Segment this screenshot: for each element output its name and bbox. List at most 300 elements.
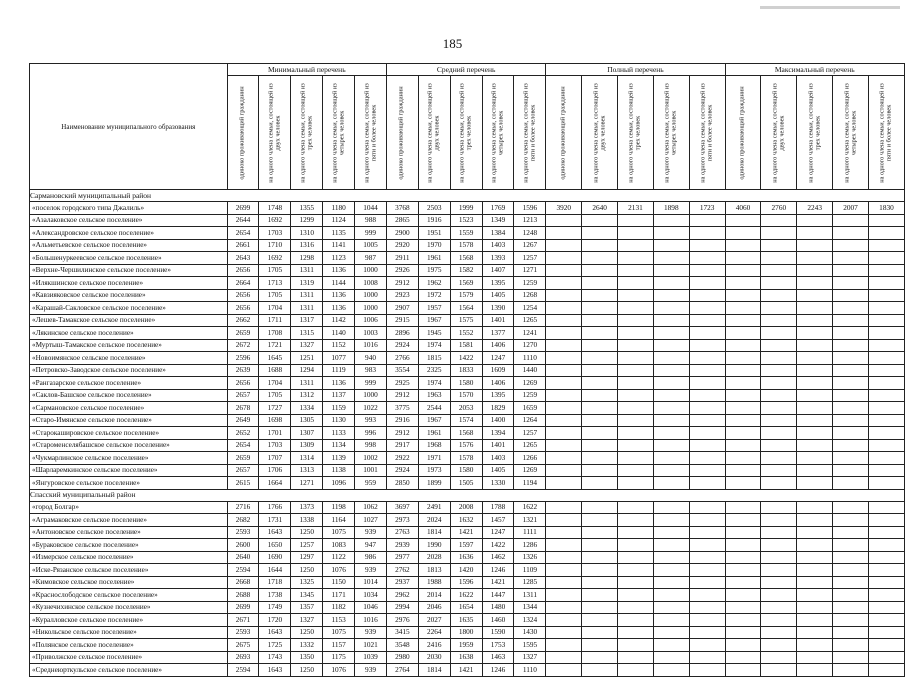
value-cell: 2939 — [386, 539, 418, 552]
subheader-cell — [450, 76, 482, 190]
value-cell — [653, 626, 689, 639]
value-cell — [618, 227, 654, 240]
value-cell — [689, 339, 725, 352]
municipality-name: «Полянское сельское поселение» — [30, 639, 228, 652]
value-cell: 1384 — [482, 227, 514, 240]
value-cell: 1570 — [450, 389, 482, 402]
value-cell: 2593 — [227, 526, 259, 539]
value-cell: 1725 — [259, 639, 291, 652]
value-cell — [761, 227, 797, 240]
value-cell — [618, 589, 654, 602]
value-cell: 2656 — [227, 377, 259, 390]
value-cell — [833, 427, 869, 440]
subheader-cell — [689, 76, 725, 190]
value-cell: 1321 — [514, 514, 546, 527]
value-cell — [725, 327, 761, 340]
value-cell: 959 — [355, 477, 387, 490]
value-cell — [761, 477, 797, 490]
value-cell — [689, 327, 725, 340]
municipality-name: «Александровское сельское поселение» — [30, 227, 228, 240]
value-cell: 1246 — [482, 664, 514, 677]
value-cell: 1044 — [355, 202, 387, 215]
value-cell: 1704 — [259, 377, 291, 390]
value-cell: 2924 — [386, 339, 418, 352]
subheader-label: на одного члена семьи, состоящей из пяти и более человек — [522, 82, 536, 183]
table-row — [30, 539, 905, 552]
value-cell — [833, 564, 869, 577]
subheader-label: на одного члена семьи, состоящей из четырех человек — [331, 82, 345, 183]
subheader-label: одиноко проживающий гражданин — [559, 85, 567, 180]
subheader-cell — [259, 76, 291, 190]
value-cell — [689, 389, 725, 402]
value-cell — [689, 264, 725, 277]
value-cell — [797, 364, 833, 377]
value-cell — [761, 589, 797, 602]
value-cell: 1813 — [418, 564, 450, 577]
municipality-name: «Старокашировское сельское поселение» — [30, 427, 228, 440]
value-cell: 1062 — [355, 501, 387, 514]
table-row — [30, 514, 905, 527]
value-cell — [653, 214, 689, 227]
value-cell: 2937 — [386, 576, 418, 589]
value-cell: 1727 — [259, 402, 291, 415]
value-cell — [868, 214, 904, 227]
value-cell: 2661 — [227, 239, 259, 252]
subheader-label: на одного члена семьи, состоящей из двух человек — [592, 82, 606, 183]
value-cell — [797, 626, 833, 639]
value-cell — [725, 389, 761, 402]
value-cell — [546, 352, 582, 365]
table-row — [30, 389, 905, 402]
value-cell: 1753 — [482, 639, 514, 652]
value-cell — [761, 601, 797, 614]
table-row — [30, 252, 905, 265]
value-cell: 3920 — [546, 202, 582, 215]
value-cell: 1505 — [450, 477, 482, 490]
value-cell: 1349 — [482, 214, 514, 227]
municipality-name: «Азалаковское сельское поселение» — [30, 214, 228, 227]
value-cell — [833, 364, 869, 377]
value-cell: 2671 — [227, 614, 259, 627]
value-cell — [833, 477, 869, 490]
value-cell — [797, 239, 833, 252]
value-cell — [797, 639, 833, 652]
value-cell: 1705 — [259, 389, 291, 402]
value-cell: 1111 — [514, 526, 546, 539]
value-cell: 2664 — [227, 277, 259, 290]
value-cell: 1707 — [259, 452, 291, 465]
value-cell — [653, 551, 689, 564]
value-cell — [618, 664, 654, 677]
value-cell — [761, 439, 797, 452]
value-cell — [546, 339, 582, 352]
table-row — [30, 402, 905, 415]
table-row — [30, 214, 905, 227]
value-cell — [761, 402, 797, 415]
municipality-name: «Большенуркеевское сельское поселение» — [30, 252, 228, 265]
municipality-name: «Кавзияковское сельское поселение» — [30, 289, 228, 302]
value-cell: 1622 — [450, 589, 482, 602]
value-cell — [582, 564, 618, 577]
value-cell — [725, 539, 761, 552]
value-cell — [797, 227, 833, 240]
value-cell — [868, 589, 904, 602]
value-cell: 1636 — [450, 551, 482, 564]
value-cell — [868, 539, 904, 552]
subheader-cell — [355, 76, 387, 190]
value-cell: 2764 — [386, 664, 418, 677]
value-cell — [653, 414, 689, 427]
value-cell — [797, 452, 833, 465]
value-cell — [653, 389, 689, 402]
value-cell: 1077 — [323, 352, 355, 365]
value-cell: 2649 — [227, 414, 259, 427]
value-cell — [868, 352, 904, 365]
value-cell — [546, 651, 582, 664]
value-cell: 1133 — [323, 427, 355, 440]
value-cell — [653, 339, 689, 352]
value-cell: 2760 — [761, 202, 797, 215]
table-row — [30, 427, 905, 440]
value-cell: 2973 — [386, 514, 418, 527]
value-cell — [725, 651, 761, 664]
subheader-cell — [725, 76, 761, 190]
value-cell: 1016 — [355, 614, 387, 627]
value-cell — [618, 364, 654, 377]
value-cell — [725, 264, 761, 277]
value-cell — [618, 452, 654, 465]
value-cell: 1814 — [418, 664, 450, 677]
value-cell — [868, 576, 904, 589]
value-cell: 1962 — [418, 277, 450, 290]
value-cell — [868, 614, 904, 627]
value-cell: 1574 — [450, 414, 482, 427]
subheader-cell — [582, 76, 618, 190]
value-cell — [546, 252, 582, 265]
table-row — [30, 352, 905, 365]
value-cell — [546, 626, 582, 639]
value-cell: 1564 — [450, 302, 482, 315]
value-cell — [582, 414, 618, 427]
value-cell — [725, 526, 761, 539]
value-cell: 1137 — [323, 389, 355, 402]
subheader-label: одиноко проживающий гражданин — [738, 85, 746, 180]
value-cell — [725, 402, 761, 415]
value-cell — [868, 664, 904, 677]
value-cell — [868, 402, 904, 415]
value-cell: 1395 — [482, 277, 514, 290]
municipality-name: «Среднеюрткульское сельское поселение» — [30, 664, 228, 677]
value-cell — [868, 514, 904, 527]
value-cell: 1136 — [323, 264, 355, 277]
municipality-name: «Шарларемкинское сельское поселение» — [30, 464, 228, 477]
value-cell: 2491 — [418, 501, 450, 514]
value-cell: 1142 — [323, 314, 355, 327]
value-cell — [653, 239, 689, 252]
value-cell: 1421 — [450, 664, 482, 677]
data-table — [29, 63, 905, 677]
value-cell: 1285 — [514, 576, 546, 589]
value-cell: 1596 — [450, 576, 482, 589]
value-cell — [761, 639, 797, 652]
value-cell — [546, 452, 582, 465]
value-cell: 2657 — [227, 464, 259, 477]
value-cell: 2654 — [227, 439, 259, 452]
value-cell — [833, 214, 869, 227]
value-cell — [689, 252, 725, 265]
value-cell: 1720 — [259, 614, 291, 627]
value-cell — [797, 289, 833, 302]
value-cell: 1109 — [514, 564, 546, 577]
value-cell — [833, 339, 869, 352]
value-cell: 1022 — [355, 402, 387, 415]
municipality-name: «город Болгар» — [30, 501, 228, 514]
value-cell: 1645 — [259, 352, 291, 365]
value-cell — [546, 639, 582, 652]
value-cell: 1916 — [418, 214, 450, 227]
value-cell — [833, 664, 869, 677]
value-cell — [725, 589, 761, 602]
value-cell: 1963 — [418, 389, 450, 402]
value-cell: 1703 — [259, 439, 291, 452]
value-cell: 3415 — [386, 626, 418, 639]
value-cell: 1968 — [418, 439, 450, 452]
value-cell: 1899 — [418, 477, 450, 490]
value-cell: 1005 — [355, 239, 387, 252]
value-cell: 1972 — [418, 289, 450, 302]
value-cell — [868, 314, 904, 327]
value-cell — [797, 551, 833, 564]
value-cell: 1315 — [291, 327, 323, 340]
value-cell: 1259 — [514, 389, 546, 402]
value-cell — [653, 302, 689, 315]
value-cell — [653, 514, 689, 527]
value-cell — [618, 514, 654, 527]
value-cell: 1294 — [291, 364, 323, 377]
value-cell — [582, 252, 618, 265]
value-cell — [653, 639, 689, 652]
value-cell: 2243 — [797, 202, 833, 215]
table-row — [30, 364, 905, 377]
value-cell: 1270 — [514, 339, 546, 352]
value-cell — [653, 289, 689, 302]
value-cell — [546, 277, 582, 290]
value-cell — [833, 514, 869, 527]
value-cell — [797, 414, 833, 427]
value-cell: 1705 — [259, 264, 291, 277]
value-cell: 2922 — [386, 452, 418, 465]
value-cell: 1961 — [418, 427, 450, 440]
value-cell: 1311 — [291, 302, 323, 315]
value-cell: 2600 — [227, 539, 259, 552]
value-cell — [833, 314, 869, 327]
value-cell — [582, 352, 618, 365]
value-cell — [689, 364, 725, 377]
value-cell — [725, 377, 761, 390]
value-cell: 1254 — [514, 302, 546, 315]
value-cell — [833, 601, 869, 614]
value-cell: 1710 — [259, 239, 291, 252]
subheader-cell — [833, 76, 869, 190]
value-cell — [689, 277, 725, 290]
value-cell — [725, 227, 761, 240]
value-cell: 1194 — [514, 477, 546, 490]
value-cell: 2865 — [386, 214, 418, 227]
value-cell — [725, 314, 761, 327]
municipality-name: «Чукмарлинское сельское поселение» — [30, 452, 228, 465]
value-cell — [797, 402, 833, 415]
value-cell: 1213 — [514, 214, 546, 227]
value-cell: 1135 — [323, 227, 355, 240]
value-cell: 2008 — [450, 501, 482, 514]
value-cell: 1462 — [482, 551, 514, 564]
table-row — [30, 202, 905, 215]
value-cell — [653, 601, 689, 614]
table-row — [30, 501, 905, 514]
value-cell: 1264 — [514, 414, 546, 427]
section-row — [30, 190, 905, 202]
subheader-cell — [653, 76, 689, 190]
value-cell: 2615 — [227, 477, 259, 490]
section-row — [30, 489, 905, 501]
value-cell: 1447 — [482, 589, 514, 602]
value-cell: 1643 — [259, 664, 291, 677]
value-cell — [833, 526, 869, 539]
value-cell — [833, 402, 869, 415]
value-cell: 1332 — [291, 639, 323, 652]
value-cell: 1311 — [291, 377, 323, 390]
table-row — [30, 339, 905, 352]
value-cell — [868, 551, 904, 564]
value-cell — [797, 614, 833, 627]
value-cell — [689, 239, 725, 252]
subheader-label: на одного члена семьи, состоящей из пяти и более человек — [699, 82, 714, 183]
value-cell — [761, 526, 797, 539]
value-cell — [546, 427, 582, 440]
value-cell: 1136 — [323, 377, 355, 390]
value-cell: 2593 — [227, 626, 259, 639]
value-cell — [761, 352, 797, 365]
value-cell — [546, 314, 582, 327]
value-cell: 1269 — [514, 464, 546, 477]
value-cell: 1654 — [450, 601, 482, 614]
table-row — [30, 664, 905, 677]
value-cell: 1136 — [323, 289, 355, 302]
table-row — [30, 639, 905, 652]
value-cell — [582, 402, 618, 415]
value-cell: 1138 — [323, 464, 355, 477]
municipality-name: «Никольское сельское поселение» — [30, 626, 228, 639]
value-cell — [582, 227, 618, 240]
value-cell: 2912 — [386, 427, 418, 440]
value-cell: 1595 — [514, 639, 546, 652]
table-row — [30, 289, 905, 302]
value-cell: 983 — [355, 364, 387, 377]
value-cell: 1002 — [355, 452, 387, 465]
value-cell: 1345 — [291, 589, 323, 602]
value-cell — [833, 414, 869, 427]
value-cell: 1164 — [323, 514, 355, 527]
value-cell — [546, 589, 582, 602]
value-cell — [689, 464, 725, 477]
subheader-label: одиноко проживающий гражданин — [398, 85, 406, 180]
value-cell: 2675 — [227, 639, 259, 652]
value-cell — [618, 252, 654, 265]
value-cell — [725, 302, 761, 315]
municipality-name: «Альметьевское сельское поселение» — [30, 239, 228, 252]
subheader-cell — [386, 76, 418, 190]
value-cell: 2264 — [418, 626, 450, 639]
value-cell: 1257 — [514, 252, 546, 265]
value-cell: 1182 — [323, 601, 355, 614]
value-cell: 1597 — [450, 539, 482, 552]
value-cell — [546, 539, 582, 552]
value-cell: 1568 — [450, 427, 482, 440]
value-cell — [797, 564, 833, 577]
value-cell: 2699 — [227, 601, 259, 614]
value-cell — [689, 664, 725, 677]
value-cell — [868, 389, 904, 402]
value-cell: 2672 — [227, 339, 259, 352]
value-cell — [797, 327, 833, 340]
value-cell — [725, 364, 761, 377]
value-cell — [689, 501, 725, 514]
value-cell: 1975 — [418, 264, 450, 277]
value-cell — [689, 439, 725, 452]
value-cell: 1327 — [291, 614, 323, 627]
value-cell: 2659 — [227, 327, 259, 340]
value-cell: 1769 — [482, 202, 514, 215]
value-cell: 2920 — [386, 239, 418, 252]
value-cell — [618, 477, 654, 490]
value-cell — [797, 339, 833, 352]
value-cell — [618, 302, 654, 315]
value-cell: 1974 — [418, 377, 450, 390]
value-cell: 2014 — [418, 589, 450, 602]
value-cell: 1144 — [323, 277, 355, 290]
value-cell: 1568 — [450, 252, 482, 265]
value-cell: 1664 — [259, 477, 291, 490]
subheader-label: на одного члена семьи, состоящей из двух человек — [267, 82, 281, 183]
subheader-cell — [323, 76, 355, 190]
value-cell — [868, 327, 904, 340]
value-cell: 2416 — [418, 639, 450, 652]
value-cell — [546, 264, 582, 277]
value-cell — [653, 452, 689, 465]
value-cell — [653, 439, 689, 452]
value-cell: 1305 — [291, 414, 323, 427]
value-cell — [582, 626, 618, 639]
value-cell: 2915 — [386, 314, 418, 327]
value-cell — [797, 601, 833, 614]
value-cell — [546, 601, 582, 614]
value-cell — [618, 277, 654, 290]
value-cell — [653, 501, 689, 514]
value-cell — [833, 464, 869, 477]
value-cell — [618, 264, 654, 277]
value-cell — [653, 477, 689, 490]
value-cell — [689, 639, 725, 652]
value-cell — [618, 327, 654, 340]
value-cell — [546, 551, 582, 564]
value-cell: 2027 — [418, 614, 450, 627]
value-cell: 999 — [355, 227, 387, 240]
value-cell — [833, 289, 869, 302]
table-row — [30, 314, 905, 327]
value-cell — [653, 427, 689, 440]
subheader-label: на одного члена семьи, состоящей из пяти и более человек — [362, 82, 377, 183]
value-cell — [618, 551, 654, 564]
